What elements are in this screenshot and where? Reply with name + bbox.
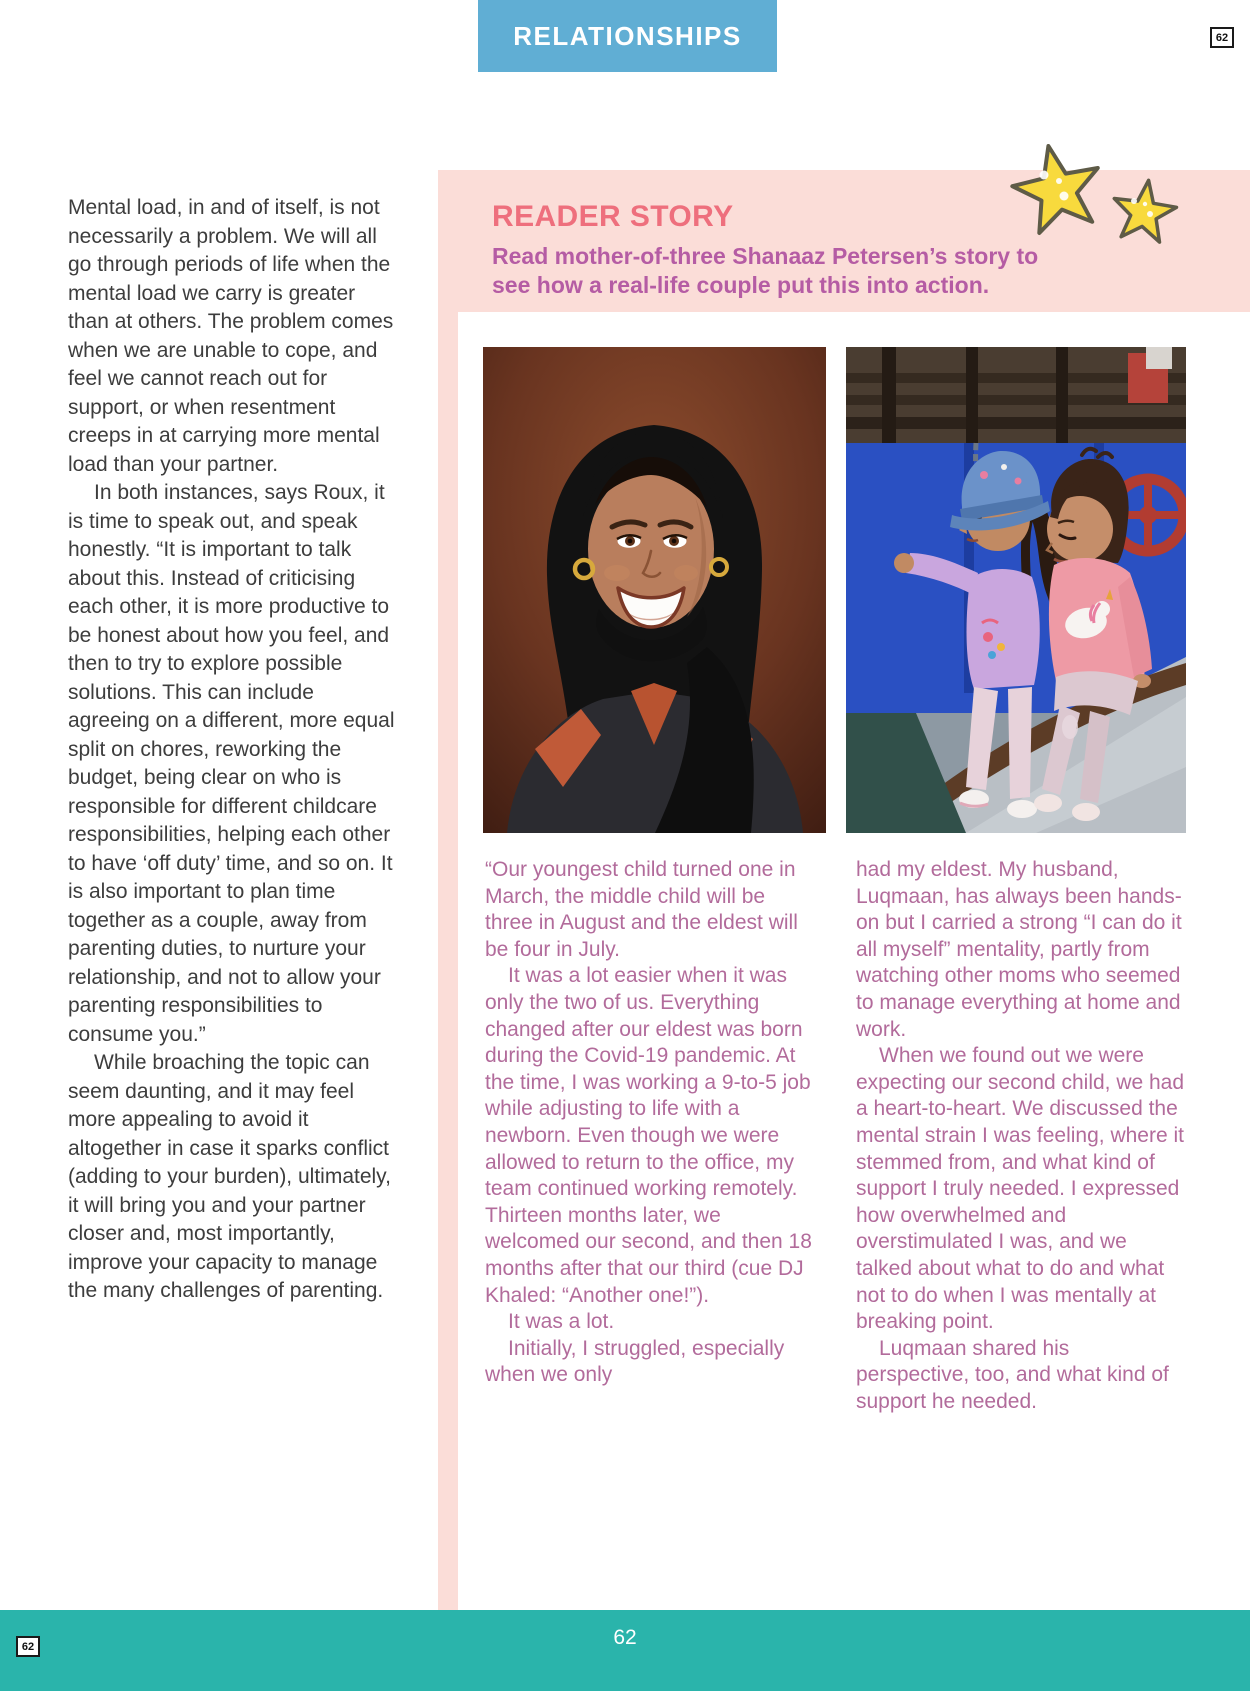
story-paragraph: “Our youngest child turned one in March, the middle child will be three in August and the eldest will be four in July. bbox=[485, 858, 798, 961]
star-icon-small bbox=[1114, 180, 1176, 242]
article-paragraph: While broaching the topic can seem daunting, and it may feel more appealing to avoid it altogether in case it sparks conflict (adding to your burden), ultimately, it will bring you and your partner closer and, most importantly, improve your capacity to manage the many challenges of parenting. bbox=[68, 1051, 391, 1302]
story-column-1 bbox=[485, 857, 817, 1389]
portrait-photo bbox=[483, 347, 826, 833]
story-paragraph: It was a lot easier when it was only the two of us. Everything changed after our eldest was born during the Covid-19 pandemic. At the time, I was working a 9-to-5 job while adjusting to life with a newborn. Even though we were allowed to return to the office, my team continued working remotely. Thirteen months later, we welcomed our second, and then 18 months after that our third (cue DJ Khaled: “Another one!”). bbox=[485, 964, 812, 1307]
story-column-2 bbox=[856, 857, 1188, 1415]
page-number-badge-top bbox=[1210, 27, 1234, 48]
children-photo bbox=[846, 347, 1186, 833]
story-paragraph: It was a lot. bbox=[508, 1310, 615, 1334]
footer-bar bbox=[0, 1610, 1250, 1691]
footer-page-number: 62 bbox=[613, 1626, 637, 1649]
article-paragraph: In both instances, says Roux, it is time to speak out, and speak honestly. “It is important to talk about this. Instead of criticising each other, it is more productive to be honest about how you feel, and then to try to explore possible solutions. This can include agreeing on a different, more equal split on chores, reworking the budget, being clear on who is responsible for different childcare responsibilities, helping each other to have ‘off duty’ time, and so on. It is also important to plan time together as a couple, away from parenting duties, to nurture your relationship, and not to allow your parenting responsibilities to consume you.” bbox=[68, 481, 395, 1046]
story-paragraph: had my eldest. My husband, Luqmaan, has always been hands-on but I carried a strong “I can do it all myself” mentality, partly from watching other moms who seemed to manage everything at home and work. bbox=[856, 858, 1182, 1041]
article-text-column bbox=[68, 194, 399, 1306]
story-paragraph: Luqmaan shared his perspective, too, and what kind of support he needed. bbox=[856, 1336, 1169, 1413]
reader-story-intro-line1: Read mother-of-three Shanaaz Petersen’s story to bbox=[492, 242, 1039, 269]
page-number-top: 62 bbox=[1215, 31, 1229, 44]
reader-story-title: READER STORY bbox=[492, 200, 734, 233]
page-number-badge-bottom bbox=[16, 1636, 40, 1657]
relationships-banner bbox=[478, 0, 777, 72]
reader-story-header bbox=[492, 201, 1092, 300]
article-paragraph: Mental load, in and of itself, is not necessarily a problem. We will all go through periods of life when the mental load we carry is greater than at others. The problem comes when we are unable to cope, and feel we cannot reach out for support, or when resentment creeps in at carrying more mental load than your partner. bbox=[68, 196, 394, 476]
reader-story-intro-line2: see how a real-life couple put this into action. bbox=[492, 271, 990, 298]
story-paragraph: Initially, I struggled, especially when we only bbox=[485, 1336, 785, 1387]
page-number-bottom: 62 bbox=[21, 1640, 35, 1653]
banner-label: RELATIONSHIPS bbox=[513, 20, 742, 51]
story-paragraph: When we found out we were expecting our second child, we had a heart-to-heart. We discussed the mental strain I was feeling, where it stemmed from, and what kind of support I truly needed. I expressed how overwhelmed and overstimulated I was, and we talked about what to do and what not to do when I was mentally at breaking point. bbox=[856, 1044, 1185, 1334]
